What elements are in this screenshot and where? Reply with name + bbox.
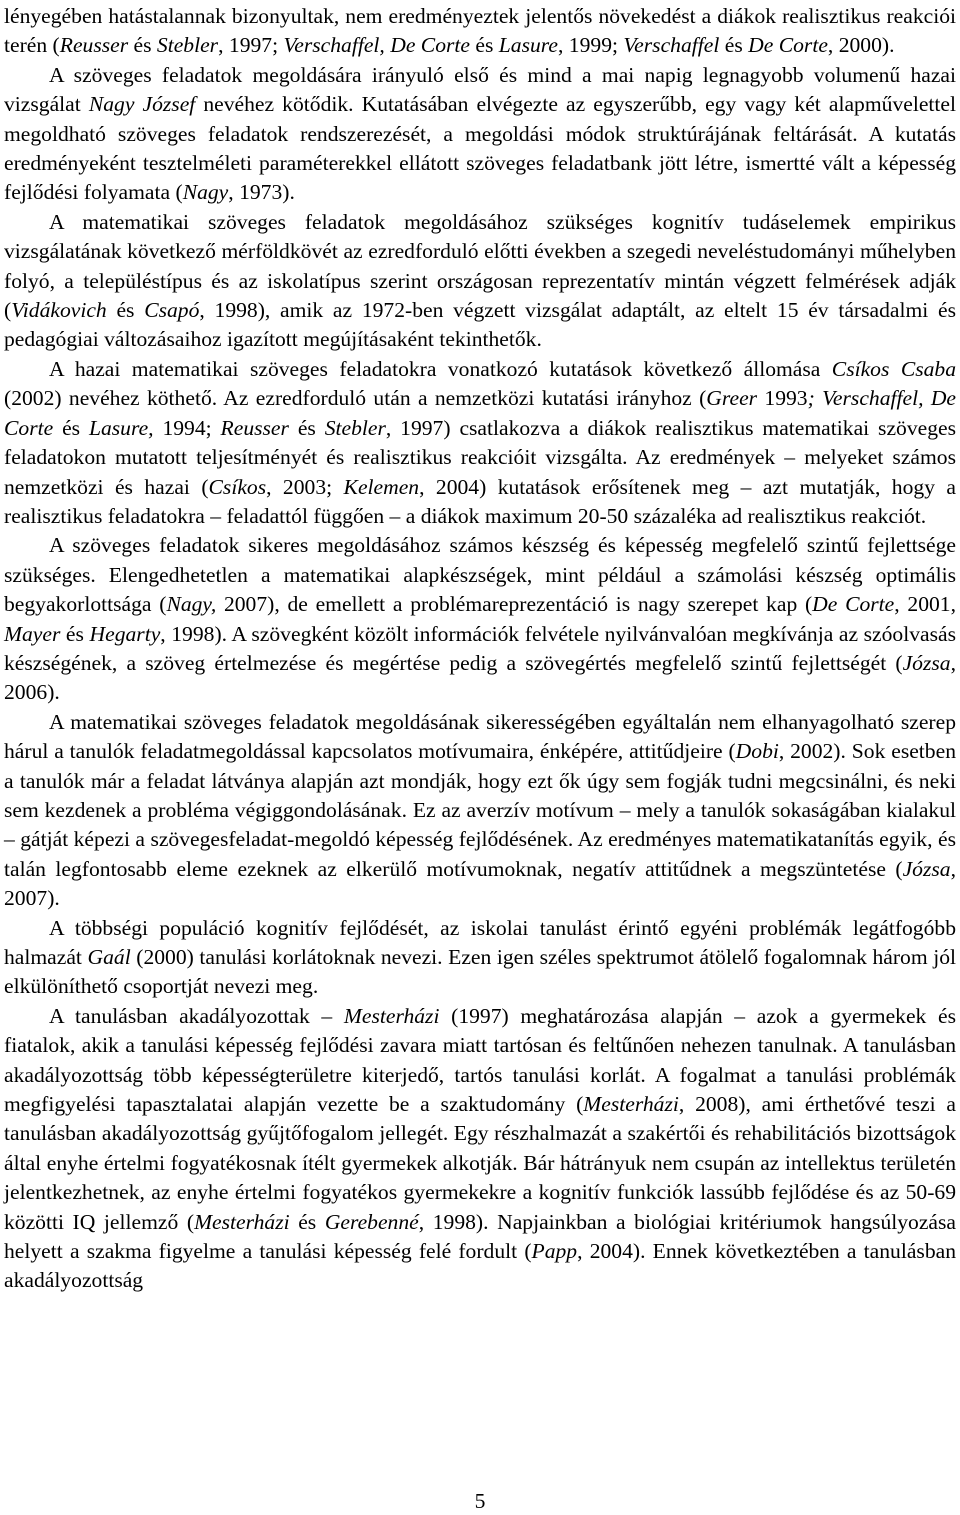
citation-text: Mesterházi [194, 1209, 290, 1234]
body-text: és [289, 1209, 325, 1234]
body-text: , 2000). [827, 33, 895, 58]
body-text: , 1973). [228, 180, 295, 205]
citation-text: Greer [706, 386, 758, 411]
citation-text: Gerebenné [324, 1209, 419, 1234]
citation-text: Dobi [735, 739, 779, 764]
body-text: és [60, 621, 90, 646]
citation-text: Lasure [498, 33, 558, 58]
body-text: , 1997) csatlakozva a diákok realisztikus matematikai szöveges feladatokon mutatott teljesítményét és realisztikus reakcióit vizsgálta. Az eredmények – melyeket számos nemzetközi és hazai ( [4, 415, 956, 499]
citation-text: Nagy, [166, 592, 217, 617]
citation-text: ; Verschaffel, De Corte [4, 386, 956, 440]
citation-text: Stebler [324, 415, 386, 440]
paragraph [4, 355, 956, 531]
body-text: , 2006). [4, 650, 956, 705]
citation-text: Gaál [87, 945, 131, 969]
citation-text: Józsa [902, 856, 951, 881]
body-text: A többségi populáció kognitív fejlődését, az iskolai tanulást érintő egyéni problémák legátfogóbb halmazát [4, 915, 956, 969]
paragraph [4, 2, 956, 61]
body-text: és [288, 415, 325, 440]
body-text: , 2004). Ennek következtében a tanulásban akadályozottság [4, 1239, 956, 1293]
body-text: lényegében hatástalannak bizonyultak, nem eredményeztek jelentős növekedést a diákok realisztikus reakciói terén ( [4, 4, 956, 58]
body-text: és [128, 33, 157, 58]
body-text: A szöveges feladatok sikeres megoldásához számos készség és képesség megfelelő szintű fejlettsége szükséges. Elengedhetetlen a matematikai alapkészségek, mint például a számolási készség optimális begyakorlottsága ( [4, 533, 956, 617]
citation-text: Verschaffel [623, 33, 720, 58]
body-text: és [53, 415, 89, 440]
paragraph [4, 708, 956, 914]
body-text: , 1998), amik az 1972-ben végzett vizsgálat adaptált, az eltelt 15 év társadalmi és pedagógiai változásaihoz igazított megújításaként tekinthetők. [4, 298, 956, 352]
citation-text: Csíkos [208, 474, 267, 499]
body-text: , 2001, [894, 592, 956, 617]
citation-text: Csíkos Csaba [831, 356, 957, 381]
citation-text: Papp [531, 1239, 578, 1264]
body-text: 1993 [757, 386, 808, 411]
body-text: , 2007). [4, 856, 956, 911]
body-text: nevéhez kötődik. Kutatásában elvégezte az egyszerűbb, egy vagy két alapművelettel megoldható szöveges feladatok rendszerezését, a megoldási módok struktúrájának feltárását. A kutatás eredményeként tesztelméleti paraméterekkel ellátott szöveges feladatbank jött létre, ismertté vált a képesség fejlődési folyamata ( [4, 92, 956, 205]
citation-text: Nagy [182, 180, 229, 205]
body-text: A szöveges feladatok megoldására irányuló első és mind a mai napig legnagyobb volumenű hazai vizsgálat [4, 62, 956, 117]
citation-text: Józsa [902, 650, 951, 675]
body-text: (2000) tanulási korlátoknak nevezi. Ezen igen széles spektrumot átölelő fogalomnak három jól elkülöníthető csoportját nevezi meg. [4, 945, 956, 999]
citation-text: Mayer [4, 621, 61, 646]
body-text: , 1998). A szövegként közölt információk felvétele nyilvánvalóan megkívánja az szóolvasás készségének, a szöveg értelmezése és megértése pedig a szövegértés megfelelő szintű fejlettségét ( [4, 621, 956, 675]
citation-text: Stebler [156, 33, 219, 58]
paragraph [4, 208, 956, 355]
body-text: A matematikai szöveges feladatok megoldásának sikerességében egyáltalán nem elhanyagolható szerep hárul a tanulók feladatmegoldással kapcsolatos motívumaira, énképére, attitűdjeire ( [4, 709, 956, 764]
paragraph [4, 61, 956, 208]
citation-text: Csapó [144, 298, 200, 323]
page-number: 5 [474, 1489, 486, 1513]
body-text: és [106, 298, 145, 323]
body-text: , 2003; [266, 474, 344, 499]
citation-text: Kelemen [343, 474, 420, 499]
body-text: A hazai matematikai szöveges feladatokra vonatkozó kutatások következő állomása [49, 356, 832, 381]
citation-text: Hegarty [89, 621, 161, 646]
body-text: és [719, 33, 749, 58]
body-text: A matematikai szöveges feladatok megoldásához szükséges kognitív tudáselemek empirikus vizsgálatának következő mérföldkövét az ezredforduló előtti években a szegedi neveléstudományi műhelyben folyó, a településtípus és az iskolatípus szerint országosan reprezentatív mintán végzett felmérések adják ( [4, 209, 956, 323]
body-text: , 1997; [218, 33, 284, 58]
body-text: A tanulásban akadályozottak – [49, 1003, 344, 1028]
citation-text: De Corte [748, 33, 828, 58]
paragraph [4, 1002, 956, 1296]
citation-text: Vidákovich [11, 298, 107, 323]
paragraph [4, 914, 956, 1002]
body-text: (2002) nevéhez köthető. Az ezredforduló után a nemzetközi kutatási irányhoz ( [4, 386, 707, 411]
body-text: és [470, 33, 499, 58]
page-body [4, 2, 956, 1296]
citation-text: Reusser [220, 415, 289, 440]
body-text: , 2008), ami érthetővé teszi a tanulásban akadályozottság gyűjtőfogalom jellegét. Egy részhalmazát a szakértői és rehabilitációs bizottságok által enyhe értelmi fogyatékosnak ítélt gyermekek alkotják. Bár hátrányuk nem csupán az intellektus területén jelentkezhetnek, az enyhe értelmi fogyatékos gyermekekre a kognitív funkciók lassúbb fejlődése és az 50-69 közötti IQ jellemző ( [4, 1092, 956, 1234]
citation-text: Mesterházi [583, 1092, 679, 1117]
citation-text: Lasure, [88, 415, 154, 440]
body-text: , 1999; [558, 33, 624, 58]
body-text: 1994; [153, 415, 221, 440]
citation-text: Verschaffel, De Corte [283, 33, 470, 58]
body-text: , 1998). Napjainkban a biológiai kritériumok hangsúlyozása helyett a szakma figyelme a tanulási képesség felé fordult ( [4, 1209, 956, 1264]
citation-text: Reusser [59, 33, 129, 58]
body-text: , 2004) kutatások erősítenek meg – azt mutatják, hogy a realisztikus feladatokra – feladattól függően – a diákok maximum 20-50 százaléka ad realisztikus reakciót. [4, 474, 957, 528]
body-text: 2007), de emellett a problémareprezentáció is nagy szerepet kap ( [216, 592, 813, 617]
body-text: , 2002). Sok esetben a tanulók már a feladat látványa alapján azt mondják, hogy ezt ők úgy sem fogják tudni megcsinálni, és neki sem kezdenek a probléma végiggondolásának. Ez az averzív motívum – mely a tanulók sokaságában kialakul – gátját képezi a szövegesfeladat-megoldó képesség fejlődésének. Az eredményes matematikatanítás egyik, és talán legfontosabb eleme ezeknek az elkerülő motívumoknak, negatív attitűdnek a megszüntetése ( [4, 739, 956, 881]
citation-text: Mesterházi [343, 1003, 440, 1028]
citation-text: De Corte [812, 592, 895, 617]
citation-text: Nagy József [88, 92, 196, 117]
paragraph [4, 531, 956, 707]
body-text: (1997) meghatározása alapján – azok a gyermekek és fiatalok, akik a tanulási képesség fejlődési zavara miatt tartósan és feltűnően nehezen tanulnak. A tanulásban akadályozottság több képességterületre kiterjedő, tartós tanulási korlát. A fogalmat a tanulási problémák megfigyelési tapasztalatai alapján vezette be a szaktudomány ( [4, 1003, 957, 1117]
